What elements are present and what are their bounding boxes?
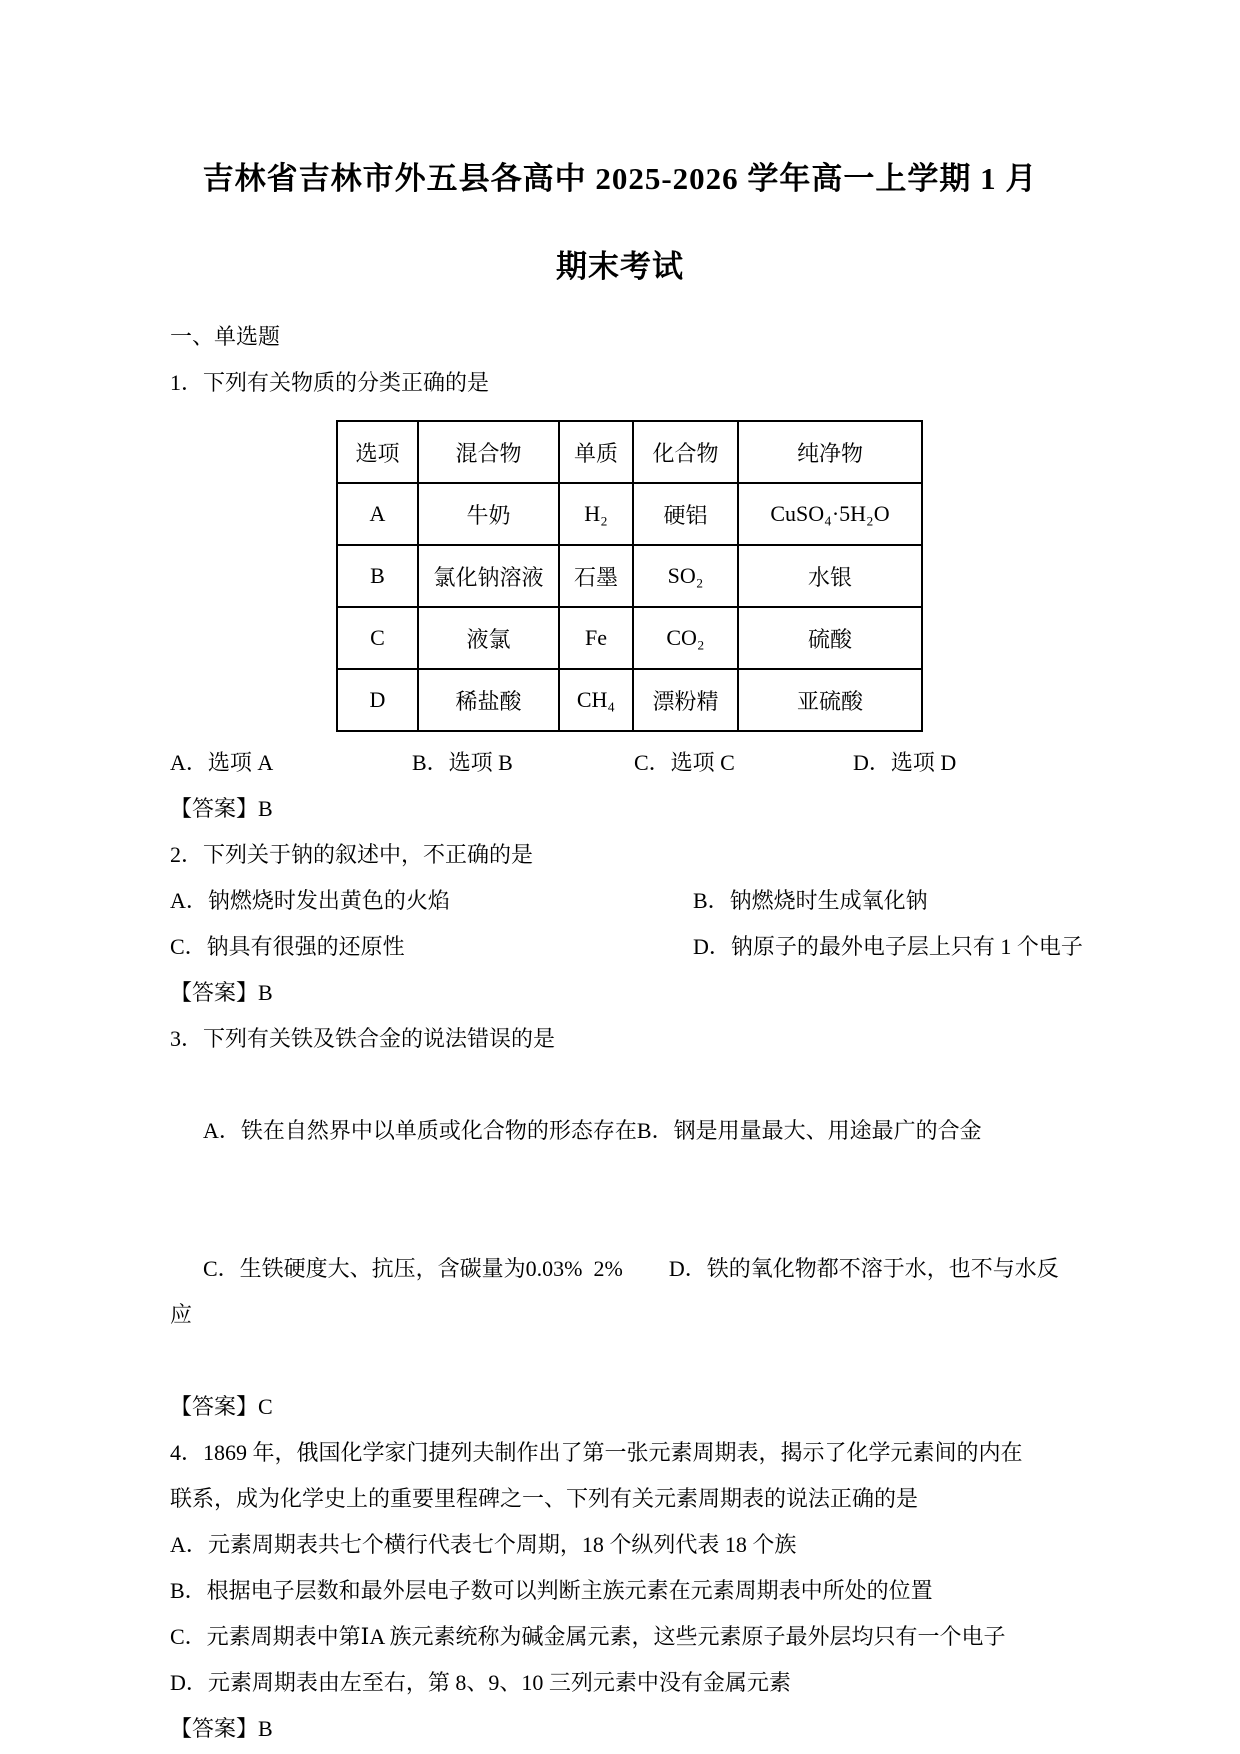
q4-answer: 【答案】B bbox=[170, 1716, 273, 1741]
table-cell: 水银 bbox=[738, 545, 922, 607]
question-4-stem-line-2: 联系，成为化学史上的重要里程碑之一、下列有关元素周期表的说法正确的是 bbox=[170, 1486, 919, 1511]
q3-options-row-cd bbox=[170, 1200, 1080, 1384]
q2-option-a: A．钠燃烧时发出黄色的火焰 bbox=[170, 888, 450, 913]
q1-option-a: A．选项 A bbox=[170, 750, 274, 775]
section-heading: 一、单选题 bbox=[170, 324, 281, 349]
table-cell: SO₂ bbox=[633, 545, 738, 607]
question-2-stem: 2．下列关于钠的叙述中，不正确的是 bbox=[170, 842, 534, 867]
table-cell: 稀盐酸 bbox=[418, 669, 559, 731]
question-1-stem: 1．下列有关物质的分类正确的是 bbox=[170, 370, 490, 395]
exam-title-line-1: 吉林省吉林市外五县各高中 2025-2026 学年高一上学期 1 月 bbox=[202, 161, 1038, 196]
table-cell: B bbox=[337, 545, 418, 607]
col-header-element: 单质 bbox=[559, 421, 633, 483]
q2-options-row-ab bbox=[170, 878, 1110, 924]
table-cell: 硬铝 bbox=[633, 483, 738, 545]
table-header-row bbox=[337, 421, 922, 483]
col-header-pure-substance: 纯净物 bbox=[738, 421, 922, 483]
table-cell: CH₄ bbox=[559, 669, 633, 731]
q1-option-c: C．选项 C bbox=[634, 750, 735, 775]
table-cell: A bbox=[337, 483, 418, 545]
q2-answer: 【答案】B bbox=[170, 980, 273, 1005]
q3-option-d: D．铁的氧化物都不溶于水，也不与水反应 bbox=[170, 1256, 1059, 1327]
q2-option-c: C．钠具有很强的还原性 bbox=[170, 934, 405, 959]
q1-options-row bbox=[170, 740, 1110, 786]
q2-option-b: B．钠燃烧时生成氧化钠 bbox=[693, 888, 928, 913]
q2-option-d: D．钠原子的最外电子层上只有 1 个电子 bbox=[693, 934, 1083, 959]
table-cell: 亚硫酸 bbox=[738, 669, 922, 731]
q3-option-c: C．生铁硬度大、抗压，含碳量为0.03% 2% bbox=[203, 1256, 623, 1281]
table-cell: H₂ bbox=[559, 483, 633, 545]
col-header-mixture: 混合物 bbox=[418, 421, 559, 483]
q1-option-b: B．选项 B bbox=[412, 750, 513, 775]
q4-option-a: A．元素周期表共七个横行代表七个周期，18 个纵列代表 18 个族 bbox=[170, 1532, 797, 1557]
q1-option-d: D．选项 D bbox=[853, 750, 957, 775]
document-body bbox=[170, 314, 1110, 1752]
col-header-compound: 化合物 bbox=[633, 421, 738, 483]
q2-options-row-cd bbox=[170, 924, 1110, 970]
table-cell: 硫酸 bbox=[738, 607, 922, 669]
exam-title-line-2: 期末考试 bbox=[556, 249, 684, 284]
table-cell: 牛奶 bbox=[418, 483, 559, 545]
col-header-option: 选项 bbox=[337, 421, 418, 483]
q4-option-d: D．元素周期表由左至右，第 8、9、10 三列元素中没有金属元素 bbox=[170, 1670, 791, 1695]
table-cell: 氯化钠溶液 bbox=[418, 545, 559, 607]
table-row-d bbox=[337, 669, 922, 731]
table-row-b bbox=[337, 545, 922, 607]
question-3-stem: 3．下列有关铁及铁合金的说法错误的是 bbox=[170, 1026, 556, 1051]
table-cell: C bbox=[337, 607, 418, 669]
table-cell: CO₂ bbox=[633, 607, 738, 669]
table-cell: Fe bbox=[559, 607, 633, 669]
q1-answer: 【答案】B bbox=[170, 796, 273, 821]
question-4-stem-line-1: 4．1869 年，俄国化学家门捷列夫制作出了第一张元素周期表，揭示了化学元素间的内在 bbox=[170, 1440, 1023, 1465]
table-cell: 漂粉精 bbox=[633, 669, 738, 731]
q4-option-c: C．元素周期表中第ⅠA 族元素统称为碱金属元素，这些元素原子最外层均只有一个电子 bbox=[170, 1624, 1006, 1649]
q3-answer: 【答案】C bbox=[170, 1394, 273, 1419]
table-cell: D bbox=[337, 669, 418, 731]
table-row-a bbox=[337, 483, 922, 545]
table-cell: 石墨 bbox=[559, 545, 633, 607]
q1-classification-table bbox=[336, 420, 923, 732]
table-cell: CuSO₄·5H₂O bbox=[738, 483, 922, 545]
q3-option-b: B．钢是用量最大、用途最广的合金 bbox=[636, 1118, 982, 1143]
q3-option-a: A．铁在自然界中以单质或化合物的形态存在 bbox=[203, 1118, 637, 1143]
table-cell: 液氯 bbox=[418, 607, 559, 669]
q4-option-b: B．根据电子层数和最外层电子数可以判断主族元素在元素周期表中所处的位置 bbox=[170, 1578, 933, 1603]
q3-options-row-ab bbox=[170, 1062, 1080, 1200]
table-row-c bbox=[337, 607, 922, 669]
